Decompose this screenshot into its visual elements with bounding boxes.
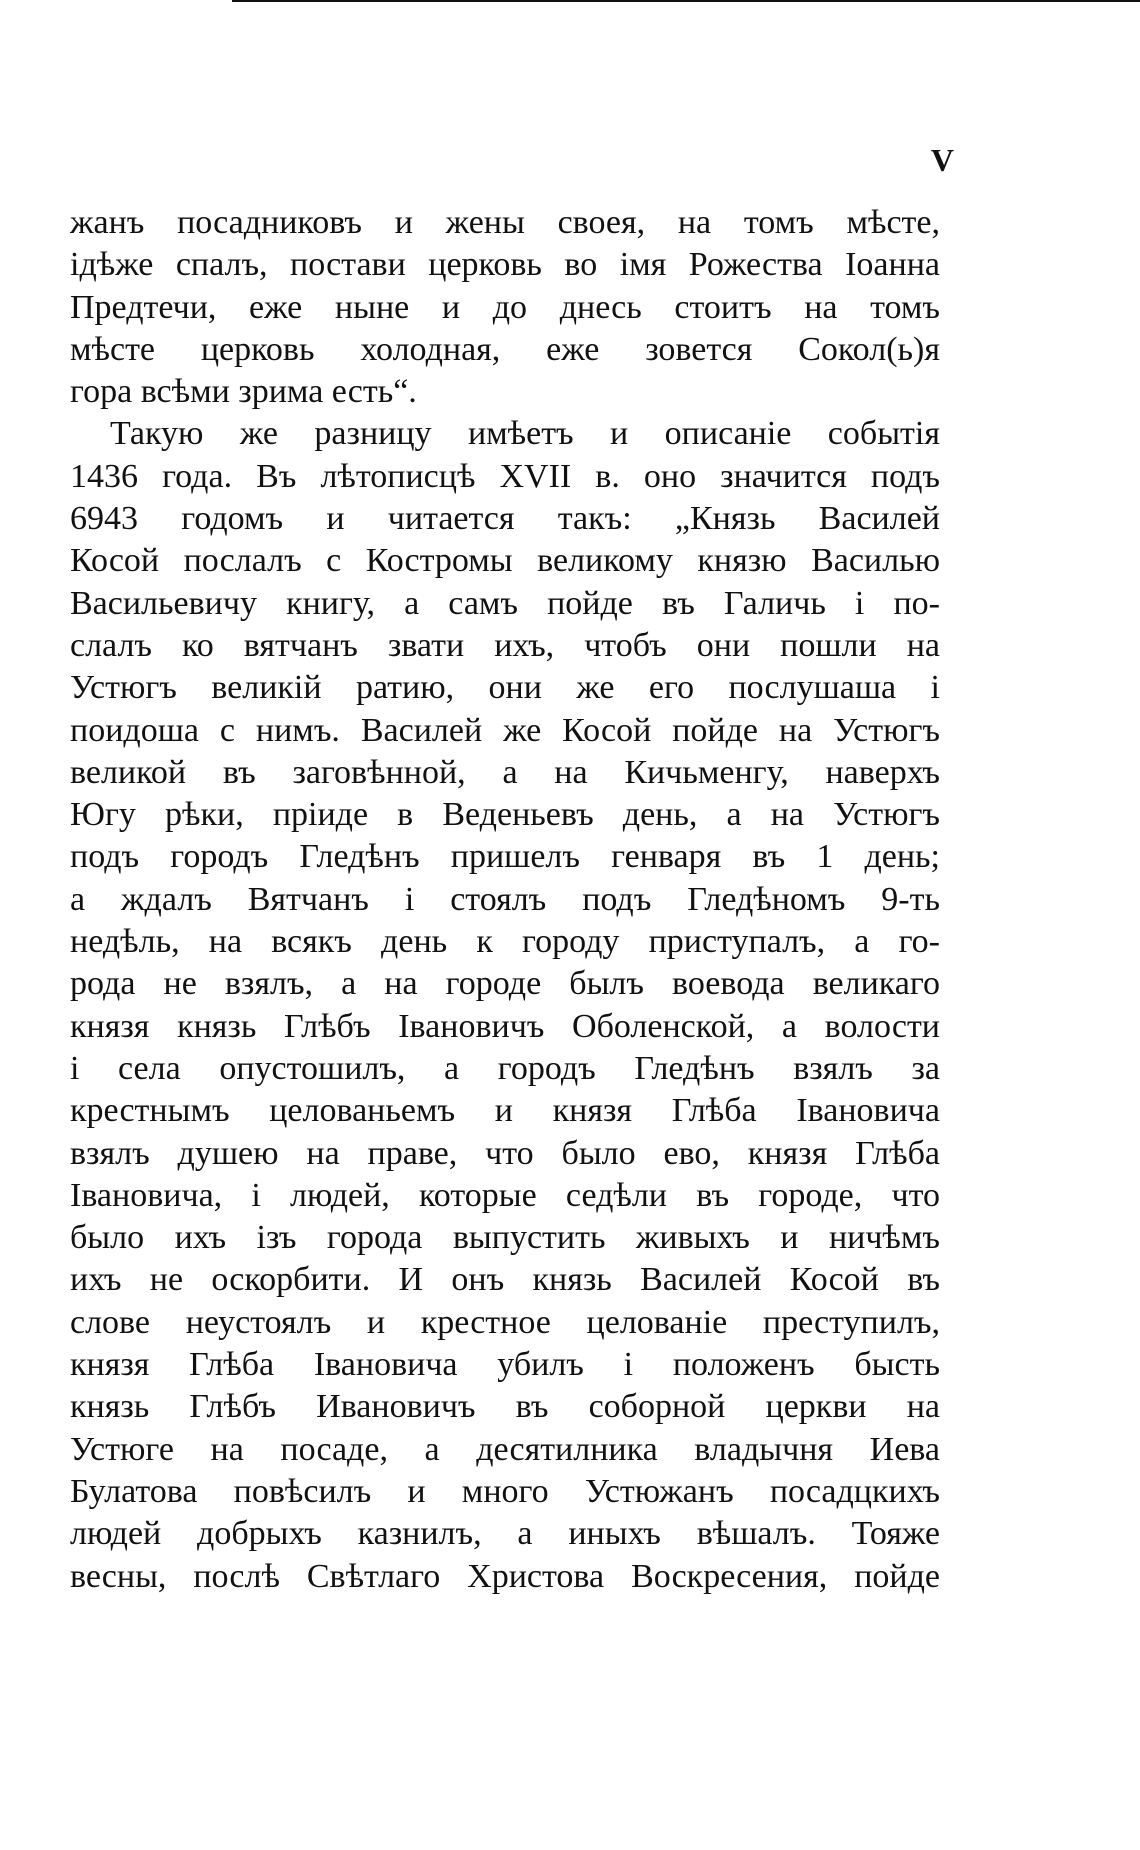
text-line: гора всѣми зрима есть“. <box>70 373 417 411</box>
text-line: слове неустоялъ и крестное целованiе преступилъ, <box>70 1303 940 1341</box>
text-line: подъ городъ Гледѣнъ пришелъ генваря въ 1 день; <box>70 838 940 876</box>
text-line: Iвановича, i людей, которые седѣли въ городе, что <box>70 1176 940 1214</box>
text-line: поидоша с нимъ. Василей же Косой пойде на Устюгъ <box>70 711 940 749</box>
text-line: весны, послѣ Свѣтлаго Христова Воскресения, пойде <box>70 1557 940 1595</box>
text-line: Такую же разницу имѣетъ и описанiе событiя <box>110 415 940 453</box>
text-line: князя князь Глѣбъ Iвановичъ Оболенской, а волости <box>70 1007 940 1045</box>
page-number: V <box>930 142 954 178</box>
text-line: 6943 годомъ и читается такъ: „Князь Василей <box>70 500 940 538</box>
text-line: Васильевичу книгу, а самъ пойде въ Галичь i по- <box>70 584 940 622</box>
text-line: Косой послалъ с Костромы великому князю Василью <box>70 542 940 580</box>
text-line: Устюге на посаде, а десятилника владычня Иева <box>70 1430 940 1468</box>
text-line: Предтечи, еже ныне и до днесь стоитъ на томъ <box>70 288 940 326</box>
text-line: великой въ заговѣнной, а на Кичьменгу, наверхъ <box>70 753 940 791</box>
text-line: рода не взялъ, а на городе былъ воевода великаго <box>70 965 940 1003</box>
text-line: Югу рѣки, прiиде в Веденьевъ день, а на Устюгъ <box>70 796 940 834</box>
text-line: было ихъ iзъ города выпустить живыхъ и ничѣмъ <box>70 1219 940 1257</box>
text-line: жанъ посадниковъ и жены своея, на томъ мѣсте, <box>70 204 940 241</box>
text-line: слалъ ко вятчанъ звати ихъ, чтобъ они пошли на <box>70 626 940 664</box>
text-line: князя Глѣба Iвановича убилъ i положенъ бысть <box>70 1346 940 1384</box>
text-line: князь Глѣбъ Ивановичъ въ соборной церкви на <box>70 1388 940 1426</box>
text-line: ихъ не оскорбити. И онъ князь Василей Косой въ <box>70 1261 940 1299</box>
text-line: Устюгъ великiй ратию, они же его послушаша i <box>70 669 940 707</box>
page-body-text <box>70 202 940 1598</box>
text-line: крестнымъ целованьемъ и князя Глѣба Iвановича <box>70 1092 940 1130</box>
text-line: а ждалъ Вятчанъ i стоялъ подъ Гледѣномъ 9-ть <box>70 880 940 918</box>
text-line: мѣсте церковь холодная, еже зовется Сокол(ь)я <box>70 330 940 368</box>
text-line: взялъ душею на праве, что было ево, князя Глѣба <box>70 1134 940 1172</box>
text-line: недѣль, на всякъ день к городу приступалъ, а го- <box>70 923 940 961</box>
text-line: Булатова повѣсилъ и много Устюжанъ посадцкихъ <box>70 1472 940 1510</box>
text-line: i села опустошилъ, а городъ Гледѣнъ взялъ за <box>70 1049 940 1087</box>
top-border-rule <box>232 0 1140 2</box>
text-line: 1436 года. Въ лѣтописцѣ XVII в. оно значится подъ <box>70 457 940 495</box>
text-line: людей добрыхъ казнилъ, а иныхъ вѣшалъ. Тояже <box>70 1515 940 1553</box>
text-line: iдѣже спалъ, постави церковь во iмя Рожества Iоанна <box>70 246 940 284</box>
